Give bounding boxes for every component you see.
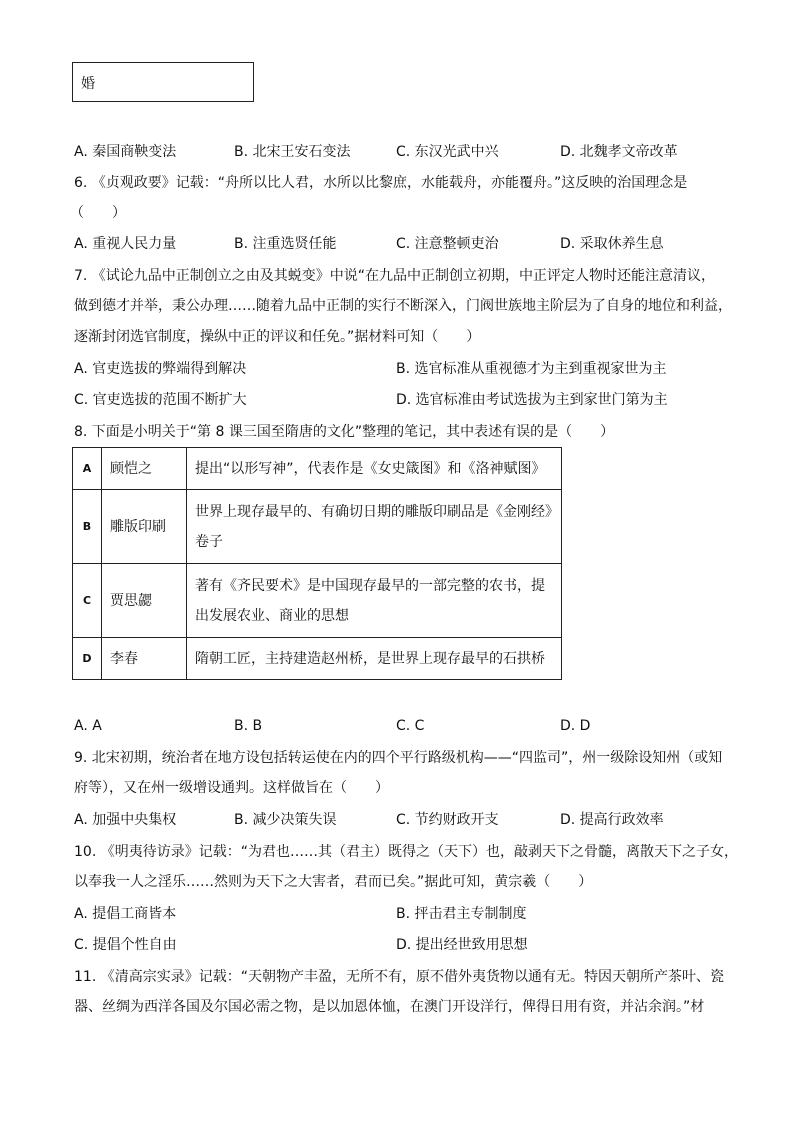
q10-stem-line-1: 10. 《明夷待访录》记载：“为君也……其（君主）既得之（天下）也，敲剥天下之骨髓，离散天下之子女，	[74, 844, 738, 860]
q6-option-a: A. 重视人民力量	[74, 236, 177, 252]
q10-option-a: A. 提倡工商皆本	[74, 906, 177, 922]
q9-option-b: B. 减少决策失误	[234, 812, 337, 828]
table-row	[73, 490, 562, 564]
q6-option-b: B. 注重选贤任能	[234, 236, 337, 252]
q6-option-c: C. 注意整顿吏治	[396, 236, 499, 252]
q6-stem-line-2: （ ）	[70, 205, 126, 221]
row-content: 隋朝工匠，主持建造赵州桥，是世界上现存最早的石拱桥	[187, 638, 562, 680]
q10-stem-line-2: 以奉我一人之淫乐……然则为天下之大害者，君而已矣。”据此可知，黄宗羲（ ）	[74, 874, 593, 890]
row-content: 提出“以形写神”，代表作是《女史箴图》和《洛神赋图》	[187, 448, 562, 490]
q5-option-a: A. 秦国商鞅变法	[74, 144, 177, 160]
q9-stem-line-1: 9. 北宋初期，统治者在地方设包括转运使在内的四个平行路级机构——“四监司”，州一级除设知州（或知	[74, 750, 723, 766]
row-content: 著有《齐民要术》是中国现存最早的一部完整的农书，提出发展农业、商业的思想	[187, 564, 562, 638]
row-key: D	[73, 638, 102, 680]
q9-option-d: D. 提高行政效率	[560, 812, 664, 828]
q7-option-b: B. 选官标准从重视德才为主到重视家世为主	[396, 361, 667, 377]
q10-option-c: C. 提倡个性自由	[74, 937, 177, 953]
q7-stem-line-3: 逐渐封闭选官制度，操纵中正的评议和任免。”据材料可知（ ）	[74, 329, 481, 345]
row-name: 顾恺之	[102, 448, 187, 490]
q9-option-a: A. 加强中央集权	[74, 812, 177, 828]
row-name: 贾思勰	[102, 564, 187, 638]
table-row	[73, 448, 562, 490]
q7-option-c: C. 官吏选拔的范围不断扩大	[74, 392, 247, 408]
q6-stem-line-1: 6. 《贞观政要》记载：“舟所以比人君，水所以比黎庶，水能载舟，亦能覆舟。”这反映的治国理念是	[74, 175, 688, 191]
q11-stem-line-2: 器、丝绸为西洋各国及尔国必需之物，是以加恩体恤，在澳门开设洋行，俾得日用有资，并沾余润。”材	[74, 999, 705, 1015]
q8-option-b: B. B	[234, 718, 263, 734]
q10-option-d: D. 提出经世致用思想	[396, 937, 528, 953]
row-content: 世界上现存最早的、有确切日期的雕版印刷品是《金刚经》卷子	[187, 490, 562, 564]
q9-stem-line-2: 府等），又在州一级增设通判。这样做旨在（ ）	[74, 780, 389, 796]
q7-stem-line-2: 做到德才并举，秉公办理……随着九品中正制的实行不断深入，门阀世族地主阶层为了自身的地位和利益，	[74, 298, 732, 314]
q7-option-a: A. 官吏选拔的弊端得到解决	[74, 361, 247, 377]
table-row	[73, 638, 562, 680]
q8-option-c: C. C	[396, 718, 425, 734]
row-key: B	[73, 490, 102, 564]
table-row	[73, 564, 562, 638]
q5-option-b: B. 北宋王安石变法	[234, 144, 351, 160]
q5-option-c: C. 东汉光武中兴	[396, 144, 499, 160]
q7-option-d: D. 选官标准由考试选拔为主到家世门第为主	[396, 392, 668, 408]
row-key: C	[73, 564, 102, 638]
row-name: 雕版印刷	[102, 490, 187, 564]
row-key: A	[73, 448, 102, 490]
q8-stem: 8. 下面是小明关于“第 8 课三国至隋唐的文化”整理的笔记，其中表述有误的是（ ）	[74, 424, 615, 440]
box-text: 婚	[81, 76, 95, 92]
q7-stem-line-1: 7. 《试论九品中正制创立之由及其蜕变》中说“在九品中正制创立初期，中正评定人物时还能注意清议，	[74, 268, 716, 284]
q10-option-b: B. 抨击君主专制制度	[396, 906, 527, 922]
notes-table	[72, 447, 562, 680]
answer-box	[72, 62, 254, 102]
q8-option-a: A. A	[74, 718, 102, 734]
q5-option-d: D. 北魏孝文帝改革	[560, 144, 678, 160]
q11-stem-line-1: 11. 《清高宗实录》记载：“天朝物产丰盈，无所不有，原不借外夷货物以通有无。特因天朝所产茶叶、瓷	[74, 969, 724, 985]
q8-option-d: D. D	[560, 718, 591, 734]
row-name: 李春	[102, 638, 187, 680]
q9-option-c: C. 节约财政开支	[396, 812, 499, 828]
q6-option-d: D. 采取休养生息	[560, 236, 664, 252]
